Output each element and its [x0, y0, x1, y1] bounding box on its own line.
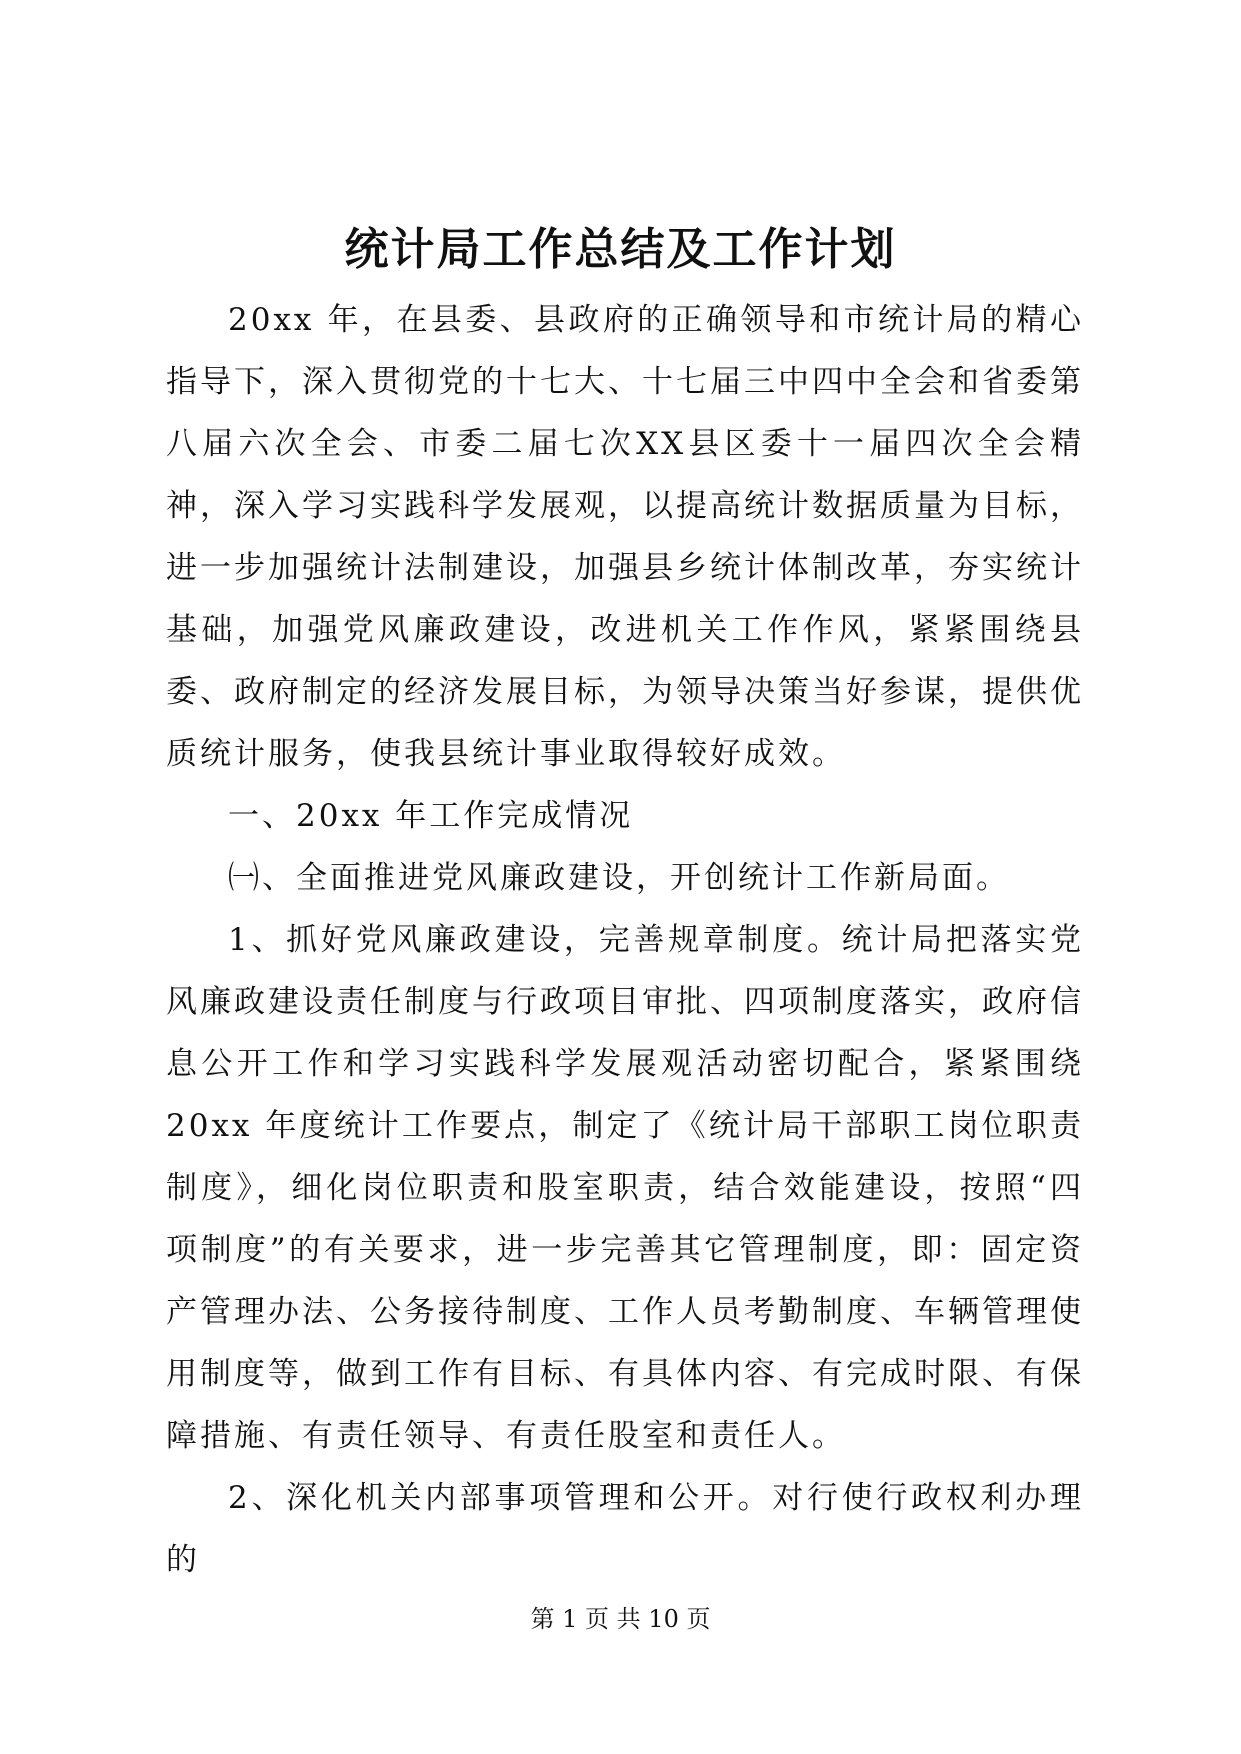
document-body — [166, 289, 1084, 1591]
subsection-heading-1: ㈠、全面推进党风廉政建设，开创统计工作新局面。 — [228, 860, 1010, 896]
page-footer: 第 1 页 共 10 页 — [530, 1605, 711, 1633]
paragraph-item-2: 2、深化机关内部事项管理和公开。对行使行政权利办理的 — [166, 1480, 1084, 1578]
document-title: 统计局工作总结及工作计划 — [344, 224, 897, 275]
paragraph-intro: 20xx 年，在县委、县政府的正确领导和市统计局的精心指导下，深入贯彻党的十七大、十七届三中四中全会和省委第八届六次全会、市委二届七次XX县区委十一届四次全会精神，深入学习实践科学发展观，以提高统计数据质量为目标，进一步加强统计法制建设，加强县乡统计体制改革，夯实统计基础，加强党风廉政建设，改进机关工作作风，紧紧围绕县委、政府制定的经济发展目标，为领导决策当好参谋，提供优质统计服务，使我县统计事业取得较好成效。 — [166, 302, 1084, 772]
paragraph-item-1: 1、抓好党风廉政建设，完善规章制度。统计局把落实党风廉政建设责任制度与行政项目审批、四项制度落实，政府信息公开工作和学习实践科学发展观活动密切配合，紧紧围绕 20xx 年度统计工作要点，制定了《统计局干部职工岗位职责制度》，细化岗位职责和股室职责，结合效能建设，按照“四项制度”的有关要求，进一步完善其它管理制度，即：固定资产管理办法、公务接待制度、工作人员考勤制度、车辆管理使用制度等，做到工作有目标、有具体内容、有完成时限、有保障措施、有责任领导、有责任股室和责任人。 — [166, 922, 1084, 1454]
section-heading-1: 一、20xx 年工作完成情况 — [228, 798, 634, 834]
